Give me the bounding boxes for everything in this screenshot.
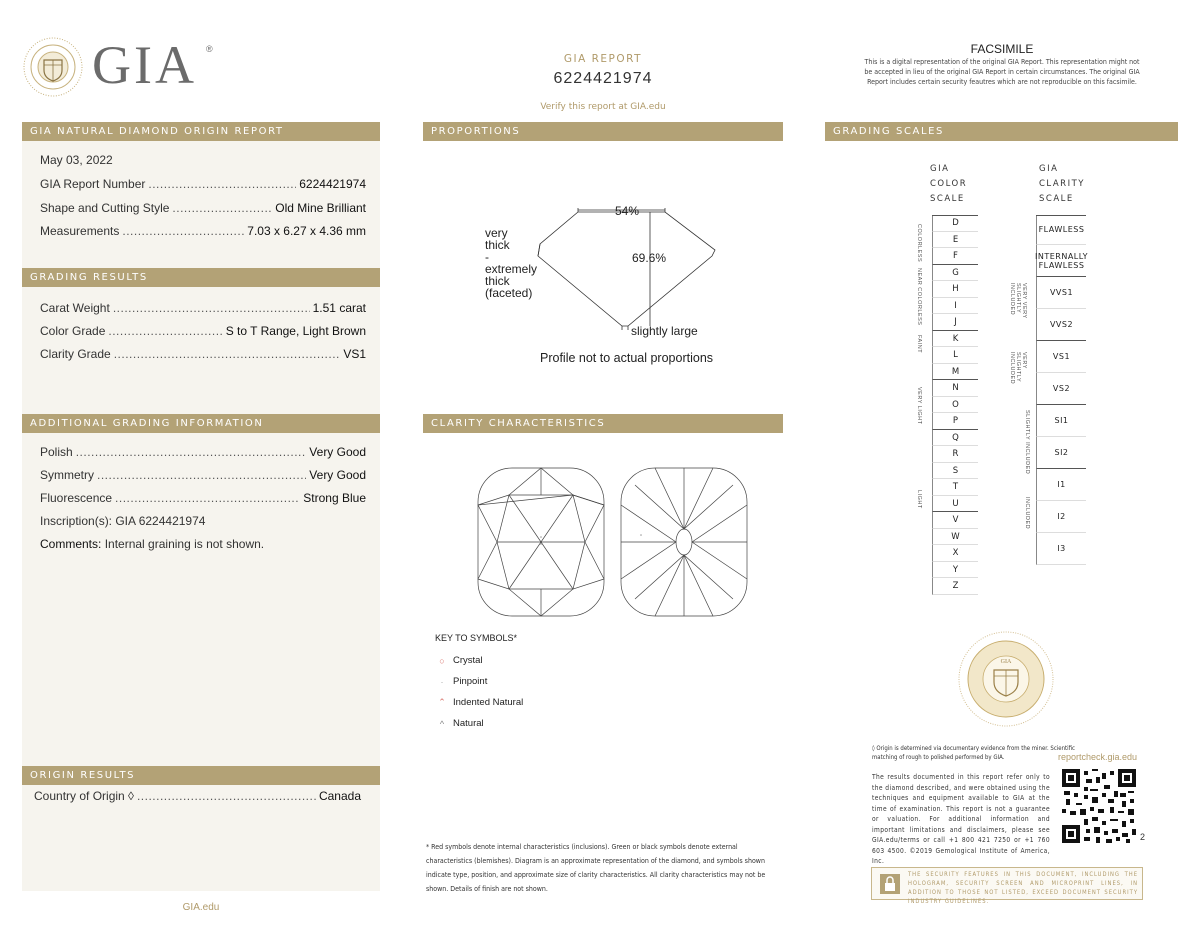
security-text: THE SECURITY FEATURES IN THIS DOCUMENT, INCLUDING THE HOLOGRAM, SECURITY SCREEN AND MICROPRINT LINES, IN ADDITION TO THOSE NOT LISTED, EXCEED DOCUMENT SECURITY INDUSTRY GUIDELINES. [908, 872, 1138, 905]
clarity-grade-cell: VS2 [1036, 373, 1086, 405]
clarity-plot-diagram [475, 465, 750, 620]
verify-link[interactable]: Verify this report at GIA.edu [540, 102, 666, 112]
clarity-grade-cell: VS1 [1036, 341, 1086, 373]
leader-dots [137, 789, 316, 803]
clarity-label: Clarity Grade [40, 347, 111, 361]
section-proportions: PROPORTIONS [423, 122, 783, 141]
section-origin-results: ORIGIN RESULTS [22, 766, 380, 785]
color-grade-cell: S [932, 463, 978, 480]
color-grade-cell: X [932, 545, 978, 562]
country-label: Country of Origin ◊ [34, 789, 134, 803]
symmetry-label: Symmetry [40, 468, 94, 482]
color-grade-cell: Z [932, 578, 978, 595]
color-grade-cell: L [932, 347, 978, 364]
color-scale-header [930, 162, 967, 207]
report-date: May 03, 2022 [40, 153, 113, 167]
color-scale-h2: COLOR [930, 179, 968, 189]
clarity-grade-cell: VVS2 [1036, 309, 1086, 341]
girdle-line-1: very [485, 226, 508, 240]
leader-dots [172, 201, 272, 215]
table-percent: 54% [615, 204, 640, 218]
shape-row [40, 201, 366, 215]
leader-dots [122, 224, 244, 238]
proportions-diagram [530, 198, 730, 333]
fluorescence-value: Strong Blue [303, 491, 366, 505]
color-group-faint: FAINT [916, 335, 922, 354]
inscription: Inscription(s): GIA 6224421974 [40, 514, 206, 528]
color-scale-top-rule [932, 215, 978, 216]
key-pinpoint-label: Pinpoint [453, 676, 488, 687]
gia-integrity-seal [957, 630, 1055, 728]
girdle-description [485, 227, 537, 299]
origin-note: ◊ Origin is determined via documentary evidence from the miner. Scientific matching of rough to polished performed by GIA. [872, 745, 1076, 761]
page-number: 2 [1140, 832, 1146, 842]
report-number-value: 6224421974 [299, 177, 366, 191]
color-grade-cell: J [932, 314, 978, 331]
fluorescence-row [40, 491, 366, 505]
clarity-grade-cell: SI2 [1036, 437, 1086, 469]
color-grade-cell: Q [932, 430, 978, 447]
color-grade-cell: W [932, 529, 978, 546]
color-grade-cell: Y [932, 562, 978, 579]
color-row [40, 324, 366, 338]
crystal-symbol-icon: ○ [439, 655, 445, 666]
clarity-footnote: * Red symbols denote internal characteristics (inclusions). Green or black symbols denote external characteristics (blemishes). Diagram is an approximate representation of the diamond, and symbols shown indicate type, position, and approximate size of clarity characteristics. All clarity characteristics may not be shown. Details of finish are not shown. [426, 843, 766, 893]
color-grade-cell: M [932, 364, 978, 381]
clarity-value: VS1 [343, 347, 366, 361]
section-clarity: CLARITY CHARACTERISTICS [423, 414, 783, 433]
girdle-line-5: thick [485, 274, 510, 288]
clarity-grade-cell: INTERNALLY FLAWLESS [1036, 245, 1086, 277]
color-grade-cell: O [932, 397, 978, 414]
disclaimer-text: The results documented in this report refer only to the diamond described, and were obtained using the techniques and equipment available to GIA at the time of examination. This report is not a guarantee or valuation. For additional information and important limitations and disclaimers, please see GIA.edu/terms or call +1 800 421 7250 or +1 760 603 4500. ©2019 Gemological Institute of America, Inc. [872, 773, 1050, 865]
leader-dots [108, 324, 222, 338]
key-title: KEY TO SYMBOLS* [435, 633, 518, 643]
polish-label: Polish [40, 445, 73, 459]
color-grade-cell: K [932, 331, 978, 348]
color-grade-cell: E [932, 232, 978, 249]
key-crystal [437, 655, 483, 666]
color-grade-cell: N [932, 380, 978, 397]
report-number-row [40, 177, 366, 191]
key-natural-label: Natural [453, 718, 484, 729]
color-grade-cell: G [932, 265, 978, 282]
section-grading-results: GRADING RESULTS [22, 268, 380, 287]
key-indented-natural-label: Indented Natural [453, 697, 524, 708]
girdle-line-6: (faceted) [485, 286, 533, 300]
fluorescence-label: Fluorescence [40, 491, 113, 505]
natural-symbol-icon: ^ [439, 718, 445, 729]
leader-dots [113, 301, 310, 315]
clarity-grade-cell: FLAWLESS [1036, 215, 1086, 245]
color-grade-cell: V [932, 512, 978, 529]
depth-percent: 69.6% [632, 251, 667, 265]
color-group-colorless: COLORLESS [916, 224, 922, 263]
clarity-scale-h3: SCALE [1039, 194, 1074, 204]
footer-gia-edu[interactable]: GIA.edu [182, 902, 220, 913]
leader-dots [148, 177, 296, 191]
qr-code[interactable] [1062, 769, 1136, 843]
leader-dots [76, 445, 307, 459]
color-scale-h3: SCALE [930, 194, 965, 204]
clarity-group-si: SLIGHTLY INCLUDED [1024, 410, 1030, 475]
color-value: S to T Range, Light Brown [225, 324, 366, 338]
symmetry-value: Very Good [309, 468, 366, 482]
measurements-label: Measurements [40, 224, 120, 238]
leader-dots [114, 347, 341, 361]
report-number-label: GIA Report Number [40, 177, 146, 191]
girdle-line-4: extremely [485, 262, 538, 276]
registered-mark: ® [206, 44, 213, 54]
seal-center-text: GIA [1000, 659, 1012, 665]
color-scale-h1: GIA [930, 164, 950, 174]
clarity-scale-top-rule [1036, 215, 1086, 216]
country-row [34, 789, 361, 803]
carat-value: 1.51 carat [312, 301, 366, 315]
carat-label: Carat Weight [40, 301, 110, 315]
clarity-scale-h1: GIA [1039, 164, 1059, 174]
report-number-header: 6224421974 [553, 70, 653, 87]
facsimile-title: FACSIMILE [970, 42, 1034, 56]
color-group-light: LIGHT [916, 490, 922, 509]
clarity-grade-cell: I3 [1036, 533, 1086, 565]
color-grade-cell: D [932, 215, 978, 232]
clarity-group-vvsi: VERY VERY SLIGHTLY INCLUDED [1009, 283, 1027, 319]
security-notice-box [871, 867, 1143, 905]
key-pinpoint [437, 676, 487, 687]
girdle-line-3: - [485, 250, 489, 264]
clarity-scale-header [1039, 162, 1085, 207]
color-grade-cell: P [932, 413, 978, 430]
reportcheck-link[interactable]: reportcheck.gia.edu [1058, 752, 1138, 762]
color-grade-cell: T [932, 479, 978, 496]
measurements-value: 7.03 x 6.27 x 4.36 mm [247, 224, 366, 238]
clarity-grade-cell: VVS1 [1036, 277, 1086, 309]
gia-seal-logo [22, 36, 84, 98]
measurements-row [40, 224, 366, 238]
shape-label: Shape and Cutting Style [40, 201, 170, 215]
clarity-grade-cell: SI1 [1036, 405, 1086, 437]
girdle-line-2: thick [485, 238, 510, 252]
clarity-scale-h2: CLARITY [1039, 179, 1085, 189]
section-additional: ADDITIONAL GRADING INFORMATION [22, 414, 380, 433]
gia-logo-text: GIA [92, 35, 197, 95]
indented-natural-symbol-icon: ⌃ [438, 697, 446, 707]
shape-value: Old Mine Brilliant [275, 201, 366, 215]
comments-value: Internal graining is not shown. [101, 537, 265, 551]
key-indented-natural [437, 697, 523, 708]
leader-dots [97, 468, 306, 482]
section-origin-report: GIA NATURAL DIAMOND ORIGIN REPORT [22, 122, 380, 141]
culet-description: slightly large [631, 324, 698, 338]
key-crystal-label: Crystal [453, 655, 483, 666]
lock-icon [880, 874, 900, 894]
color-grade-cell: F [932, 248, 978, 265]
color-label: Color Grade [40, 324, 106, 338]
proportions-caption: Profile not to actual proportions [540, 351, 714, 365]
comments-label: Comments: [40, 537, 102, 551]
color-grade-cell: I [932, 298, 978, 315]
clarity-group-i: INCLUDED [1024, 497, 1030, 530]
polish-value: Very Good [309, 445, 366, 459]
polish-row [40, 445, 366, 459]
pinpoint-symbol-icon: · [440, 676, 444, 687]
clarity-group-vsi: VERY SLIGHTLY INCLUDED [1009, 352, 1027, 385]
clarity-grade-cell: I2 [1036, 501, 1086, 533]
report-label: GIA REPORT [563, 53, 643, 65]
color-grade-cell: H [932, 281, 978, 298]
key-natural [437, 718, 484, 729]
clarity-grade-cell: I1 [1036, 469, 1086, 501]
clarity-row [40, 347, 366, 361]
comments [40, 537, 264, 551]
color-group-near-colorless: NEAR COLORLESS [916, 268, 922, 326]
carat-row [40, 301, 366, 315]
color-group-very-light: VERY LIGHT [916, 387, 922, 425]
color-grade-cell: R [932, 446, 978, 463]
country-value: Canada [318, 789, 361, 803]
symmetry-row [40, 468, 366, 482]
facsimile-text: This is a digital representation of the original GIA Report. This representation might not be accepted in lieu of the original GIA Report in certain circumstances. The original GIA Report includes certain security feautres which are not reproducible on this facsimile. [864, 58, 1140, 86]
leader-dots [115, 491, 300, 505]
color-grade-cell: U [932, 496, 978, 513]
section-grading-scales: GRADING SCALES [825, 122, 1178, 141]
